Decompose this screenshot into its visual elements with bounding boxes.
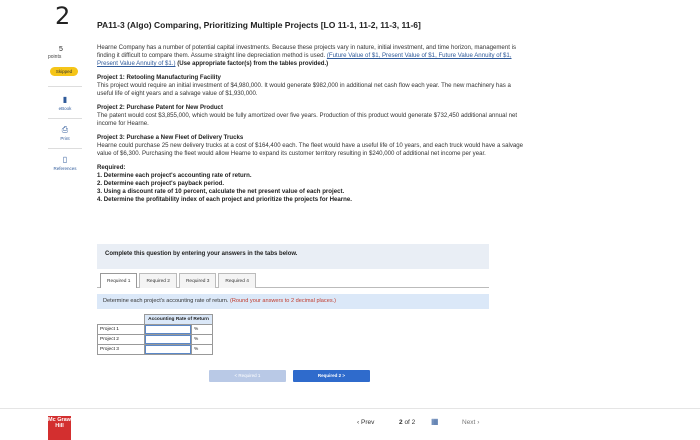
- question-body: [97, 44, 527, 210]
- row-label: Project 1: [98, 325, 145, 335]
- next-required-button[interactable]: Required 2 >: [293, 370, 370, 382]
- ebook-button[interactable]: [50, 96, 80, 111]
- document-icon: ▯: [62, 155, 68, 164]
- prev-page-button[interactable]: [357, 419, 374, 426]
- percent-unit: %: [192, 335, 213, 345]
- book-icon: ▮: [62, 95, 68, 104]
- required-item: 4. Determine the profitability index of each project and prioritize the projects for Hearne.: [97, 196, 352, 203]
- percent-unit: %: [192, 345, 213, 355]
- project-text: The patent would cost $3,855,000, which would be fully amortized over five years. Production of this product would generate $732,450 additional annual net income for Hearne.: [97, 112, 518, 127]
- print-label: Print: [60, 136, 70, 141]
- project-1: [97, 74, 527, 98]
- tab-strip: [97, 270, 489, 288]
- project-title: Project 3: Purchase a New Fleet of Delivery Trucks: [97, 134, 244, 141]
- tab-required-3[interactable]: Required 3: [179, 273, 216, 288]
- references-label: References: [53, 166, 77, 171]
- page-indicator: [399, 419, 415, 426]
- required-item: 2. Determine each project's payback period.: [97, 180, 225, 187]
- footer-divider: [0, 408, 700, 409]
- table-header: Accounting Rate of Return: [145, 315, 213, 325]
- next-page-button[interactable]: [462, 419, 479, 426]
- required-heading: Required:: [97, 164, 126, 171]
- question-title: PA11-3 (Algo) Comparing, Prioritizing Multiple Projects [LO 11-1, 11-2, 11-3, 11-6]: [97, 20, 421, 30]
- status-badge: Skipped: [50, 67, 78, 76]
- intro-paragraph: [97, 44, 527, 68]
- instruction-text: Complete this question by entering your answers in the tabs below.: [105, 251, 298, 257]
- intro-text: Hearne Company has a number of potential capital investments. Because these projects vary in nature, initial investment, and time horizon, management is finding it difficult to compare them. Assume straight line depreciation method is used.: [97, 44, 516, 59]
- project-2: [97, 104, 527, 128]
- table-row: [98, 345, 213, 355]
- project-text: This project would require an initial investment of $4,980,000. It would generate $982,000 in additional net cash flow each year. The new machinery has a useful life of eight years and a salvage value of $1,930,000.: [97, 82, 511, 97]
- sidebar-divider: [48, 148, 82, 149]
- instruction-box: [97, 244, 489, 269]
- input-box[interactable]: [145, 325, 191, 334]
- previous-required-button[interactable]: < Required 1: [209, 370, 286, 382]
- points-value: 5: [59, 46, 63, 53]
- references-button[interactable]: [50, 156, 80, 171]
- ebook-label: eBook: [58, 106, 72, 111]
- grid-icon[interactable]: ▦: [431, 417, 439, 426]
- table-corner: [98, 315, 145, 325]
- accounting-rate-table: [97, 314, 213, 355]
- page-of: of: [404, 419, 410, 426]
- mcgraw-hill-logo: Mc Graw Hill: [48, 416, 71, 440]
- printer-icon: ⎙: [61, 125, 69, 134]
- factor-tables-link[interactable]: (Future Value of $1, Present Value of $1, Future Value Annuity of $1, Present Value Annuity of $1.): [97, 52, 512, 67]
- table-row: [98, 335, 213, 345]
- prev-label: Prev: [360, 419, 375, 426]
- tab-required-4[interactable]: Required 4: [218, 273, 255, 288]
- input-box[interactable]: [145, 335, 191, 344]
- question-number: 2: [55, 2, 71, 30]
- required-item: 3. Using a discount rate of 10 percent, calculate the net present value of each project.: [97, 188, 345, 195]
- table-row: [98, 325, 213, 335]
- print-button[interactable]: [50, 126, 80, 141]
- percent-unit: %: [192, 325, 213, 335]
- chevron-right-icon: ›: [477, 419, 480, 426]
- row-label: Project 3: [98, 345, 145, 355]
- required-item: 1. Determine each project's accounting rate of return.: [97, 172, 252, 179]
- project-2-rate-input[interactable]: [145, 335, 192, 345]
- tab-required-1[interactable]: Required 1: [100, 273, 137, 288]
- sidebar-divider: [48, 118, 82, 119]
- project-text: Hearne could purchase 25 new delivery trucks at a cost of $164,400 each. The fleet would have a useful life of 10 years, and each truck would have a salvage value of $6,300. Purchasing the fleet would allow Hearne to expand its customer territory resulting in $240,000 of additional net income per year.: [97, 142, 524, 157]
- current-page: 2: [399, 419, 403, 426]
- project-title: Project 1: Retooling Manufacturing Facility: [97, 74, 221, 81]
- project-3: [97, 134, 527, 158]
- points-label: points: [48, 54, 62, 60]
- intro-note: (Use appropriate factor(s) from the tables provided.): [177, 60, 329, 67]
- chevron-left-icon: ‹: [357, 419, 360, 426]
- project-3-rate-input[interactable]: [145, 345, 192, 355]
- required-list: [97, 164, 527, 204]
- row-label: Project 2: [98, 335, 145, 345]
- total-pages: 2: [411, 419, 416, 426]
- tab-required-2[interactable]: Required 2: [139, 273, 176, 288]
- sidebar-divider: [48, 86, 82, 87]
- task-bar: [97, 294, 489, 309]
- project-title: Project 2: Purchase Patent for New Product: [97, 104, 223, 111]
- project-1-rate-input[interactable]: [145, 325, 192, 335]
- input-box[interactable]: [145, 345, 191, 354]
- next-label: Next: [462, 419, 476, 426]
- task-hint: (Round your answers to 2 decimal places.): [230, 298, 337, 304]
- task-text: Determine each project's accounting rate of return.: [103, 298, 229, 304]
